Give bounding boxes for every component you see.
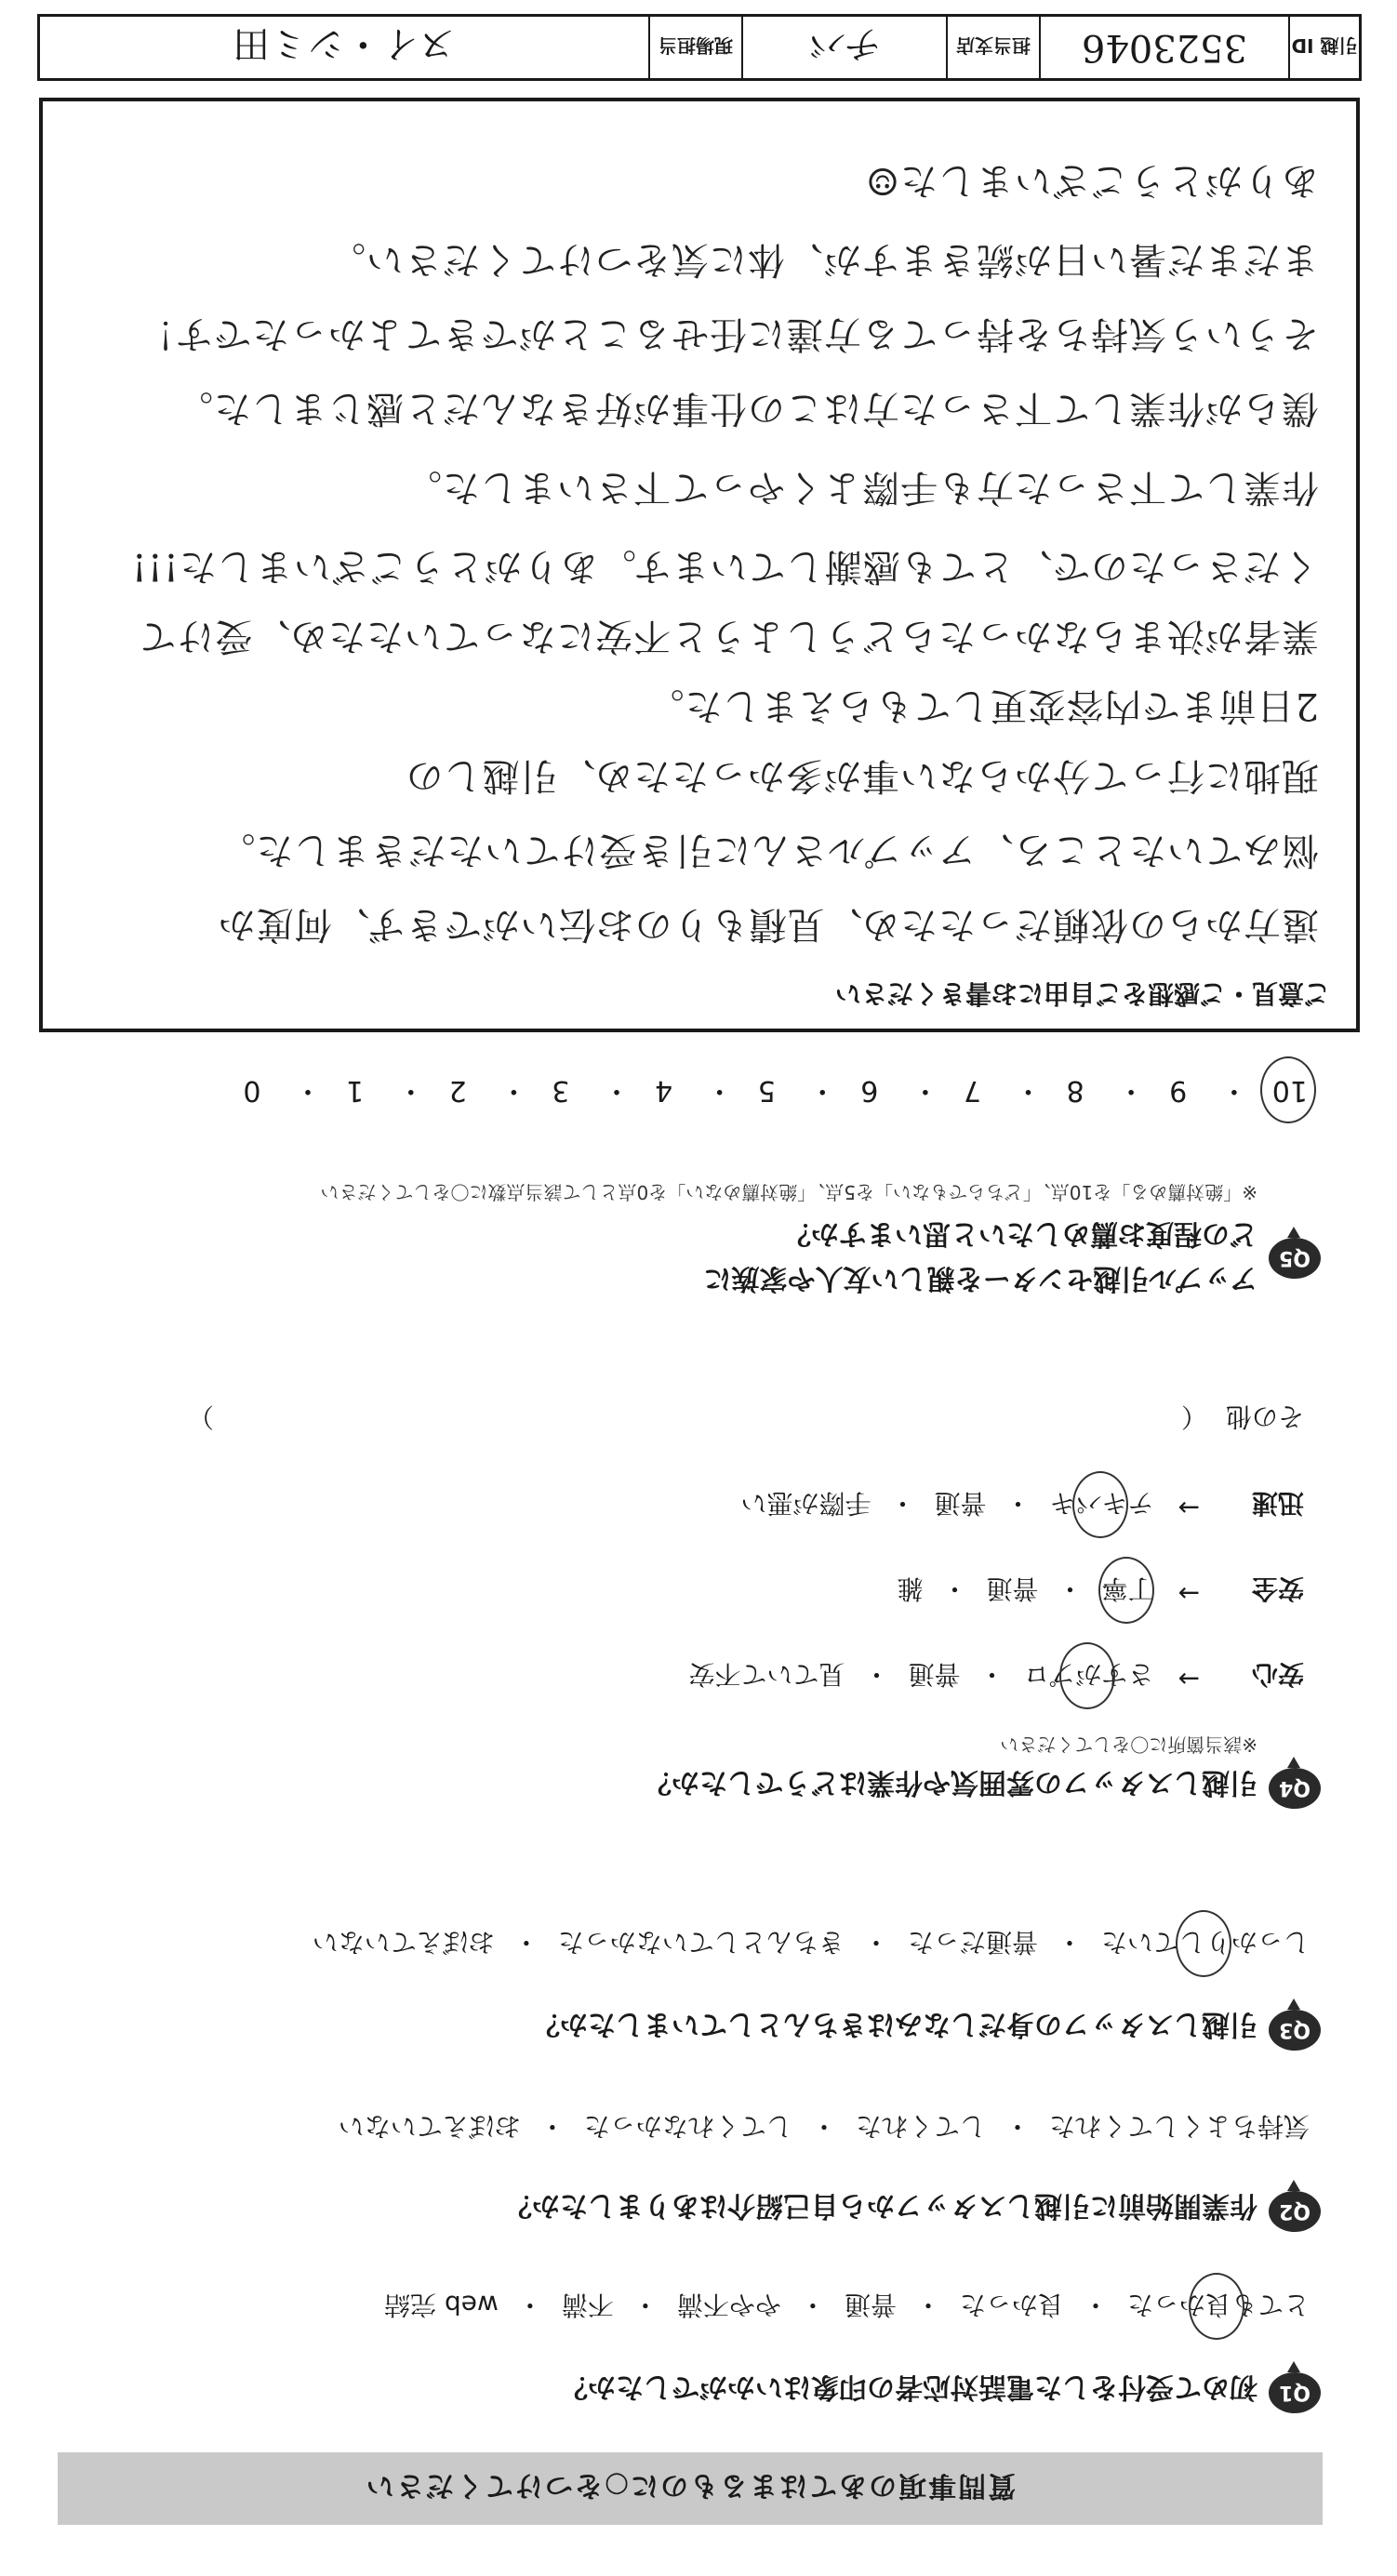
q5-score-1[interactable]: 1 [346,1074,365,1107]
sales-branch-label: 担当支店 [946,17,1039,78]
q2-options: 気持ちよくしてくれた ・ してくれた ・ してくれなかった ・ おぼえていない [335,2109,1313,2146]
comment-line: まだまだ暑い日が続きますが、体に気をつけてください。 [327,238,1319,281]
q4-row-speed: 迅速 → テキパキ ・ 普通 ・ 手際が悪い [737,1486,1304,1523]
q5-note: ※「絶対薦める」を10点、「どちらでもない」を5点、「絶対薦めない」を0点として該当点数に〇をしてください [320,1181,1257,1203]
q4-row-label: 迅速 [1251,1488,1304,1519]
q4-speed-normal[interactable]: 普通 [934,1488,987,1519]
q1-option-good[interactable]: 良かった [959,2290,1064,2320]
comment-label: ご意見・ご感想をご自由にお書きください [834,978,1330,1009]
q3-option-normal[interactable]: 普通だった [907,1927,1038,1958]
comment-line: 2日前まで内容変更してもらえました。 [645,684,1319,727]
q1-option-dissatisfied[interactable]: 不満 [561,2290,614,2320]
q4-speed-clumsy[interactable]: 手際が悪い [740,1488,871,1519]
q4-reassurance-uneasy[interactable]: 見ていて不安 [688,1659,845,1690]
q2-question: 作業開始前に引越しスタッフから自己紹介はありましたか？ [504,2189,1257,2222]
q5-score-8[interactable]: 8 [1066,1074,1084,1107]
q5-score-4[interactable]: 4 [654,1074,673,1107]
arrow-right-icon: → [1177,1578,1200,1609]
q4-reassurance-pro[interactable]: さすがプロ [1020,1657,1158,1694]
q5-score-10[interactable]: 10 [1267,1074,1313,1107]
q2-option-not-remember[interactable]: おぼえていない [338,2111,521,2142]
q5-score-3[interactable]: 3 [552,1074,570,1107]
q2-badge: Q2 [1269,2191,1321,2232]
q1-option-somewhat-dissatisfied[interactable]: やや不満 [676,2290,781,2320]
comment-line: ありがとうございました☺ [865,159,1319,202]
q5-score-7[interactable]: 7 [963,1074,981,1107]
comment-line: 僕らが作業して下さった方はこの仕事が好きなんだと感じました。 [175,387,1319,430]
q5-score-2[interactable]: 2 [448,1074,467,1107]
q3-badge: Q3 [1269,2010,1321,2051]
q3-options: しっかりしていた ・ 普通だった ・ きちんとしていなかった ・ おぼえていない [309,1925,1313,1962]
comment-line: そういう気持ちを持ってる方達に任せることができてよかったです！ [137,312,1319,355]
q5-question-line2: どの程度お薦めしたいと思いますか？ [783,1217,1257,1250]
q4-reassurance-normal[interactable]: 普通 [908,1659,961,1690]
q2-option-did-not[interactable]: してくれなかった [583,2111,792,2142]
comment-line: 現地に行って分からない事が多かったため、引越しの [405,754,1319,797]
id-table [37,14,1362,81]
q1-option-web-complete[interactable]: web 完結 [384,2290,499,2320]
comment-line: 業者が決まらなかったらどうしようと不安になっていたため、受けて [138,615,1319,657]
q4-safety-careful[interactable]: 丁寧 [1098,1572,1158,1609]
q5-scale: 10・ 9・ 8・ 7・ 6・ 5・ 4・ 3・ 2・ 1・ 0 [237,1073,1313,1114]
q4-safety-rough[interactable]: 雑 [897,1573,924,1604]
q1-options: とても良かった ・ 良かった ・ 普通 ・ やや不満 ・ 不満 ・ web 完結 [380,2288,1313,2325]
q4-other-close: ） [187,1401,214,1432]
move-id-value: 3523046 [1039,17,1288,78]
q4-other-label: その他 [1225,1401,1304,1432]
q4-row-reassurance: 安心 → さすがプロ ・ 普通 ・ 見ていて不安 [685,1657,1304,1694]
comment-line: くださったので、とても感謝しています。ありがとうございました!!! [130,545,1319,588]
q4-row-safety: 安全 → 丁寧 ・ 普通 ・ 雑 [893,1572,1304,1609]
q4-question: 引越しスタッフの雰囲気や作業はどうでしたか？ [644,1766,1257,1799]
q3-option-neat[interactable]: しっかりしていた [1098,1925,1313,1962]
q1-option-very-good[interactable]: とても良かった [1124,2288,1313,2325]
q3-option-not-remember[interactable]: おぼえていない [312,1927,495,1958]
arrow-right-icon: → [1177,1664,1200,1694]
q4-other-row [188,1400,1304,1437]
comment-line: 遠方からの依頼だったため、見積もりのお伝いができず、何度か [217,903,1319,946]
q5-score-5[interactable]: 5 [757,1074,776,1107]
q5-badge: Q5 [1269,1238,1321,1279]
sales-branch-value: チバ [741,17,946,78]
q3-option-not-neat[interactable]: きちんとしていなかった [557,1927,845,1958]
comment-line: 悩みていたところ、アップルさんに引き受けていただきました。 [217,829,1319,871]
arrow-right-icon: → [1177,1493,1200,1523]
q4-other-open: （ [1180,1401,1207,1432]
q4-badge: Q4 [1269,1768,1321,1809]
site-staff-value: ヌイ・シミ田 [233,22,456,66]
comment-box[interactable] [39,98,1360,1032]
q3-question: 引越しスタッフの身だしなみはきちんとしていましたか？ [532,2008,1257,2040]
q4-row-label: 安全 [1251,1573,1304,1604]
q2-option-did[interactable]: してくれた [855,2111,986,2142]
q1-badge: Q1 [1269,2372,1321,2413]
q5-score-9[interactable]: 9 [1169,1074,1188,1107]
q5-question-line1: アップル引越センターを親しい友人や家族に [703,1262,1257,1295]
q4-speed-brisk[interactable]: テキパキ [1046,1486,1158,1523]
comment-line: 作業して下さった方も手際よくやって下さいました。 [404,466,1319,509]
q2-option-pleasant[interactable]: 気持ちよくしてくれた [1048,2111,1310,2142]
move-id-label: 引越 ID [1288,17,1359,78]
site-staff-label: 現場担当 [648,17,741,78]
q5-score-0[interactable]: 0 [243,1074,261,1107]
instruction-text: 質問事項のあてはまるものに○をつけてください [364,2469,1017,2502]
q4-note: ※該当箇所に〇をしてください [1000,1733,1257,1756]
q4-other-input[interactable] [214,1400,1181,1437]
instruction-banner [58,2452,1323,2525]
q5-score-6[interactable]: 6 [860,1074,879,1107]
q4-row-label: 安心 [1251,1659,1304,1690]
q4-safety-normal[interactable]: 普通 [986,1573,1039,1604]
q1-question: 初めて受付をした電話対応者の印象はいかがでしたか？ [560,2370,1257,2403]
q1-option-normal[interactable]: 普通 [844,2290,897,2320]
